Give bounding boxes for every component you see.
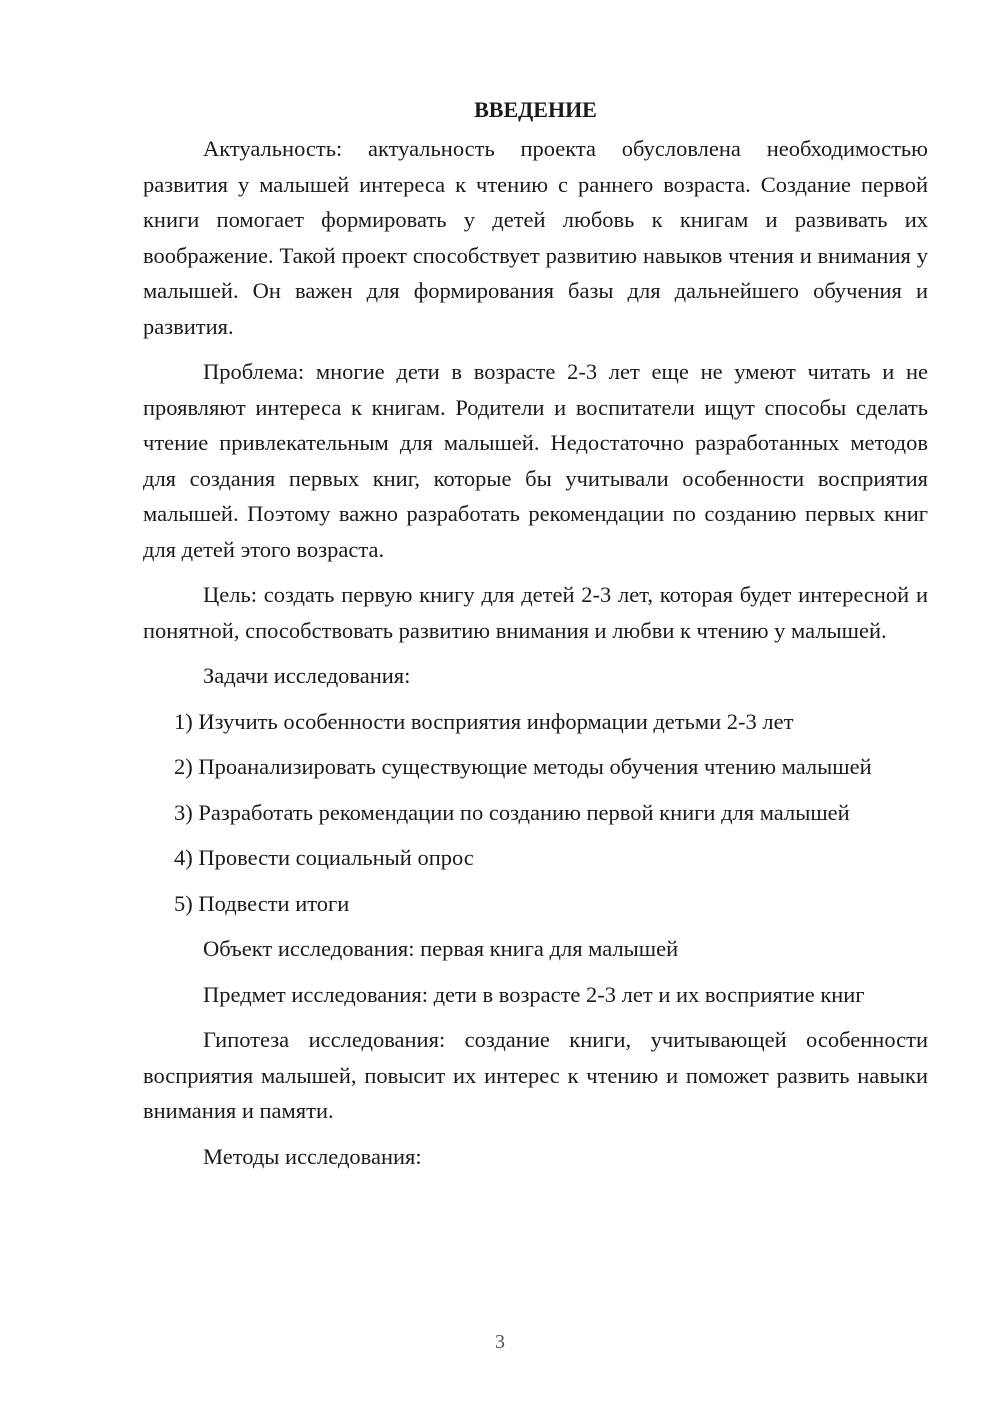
paragraph-subject: Предмет исследования: дети в возрасте 2-3 лет и их восприятие книг <box>203 981 865 1007</box>
page-number: 3 <box>495 1331 505 1353</box>
paragraph-goal: Цель: создать первую книгу для детей 2-3 лет, которая будет интересной и понятной, способствовать развитию внимания и любви к чтению у малышей. <box>143 582 928 643</box>
methods-heading: Методы исследования: <box>203 1143 422 1169</box>
paragraph-object: Объект исследования: первая книга для малышей <box>203 936 679 961</box>
paragraph-hypothesis: Гипотеза исследования: создание книги, учитывающей особенности восприятия малышей, повысит их интерес к чтению и поможет развить навыки внимания и памяти. <box>143 1027 928 1123</box>
paragraph-problem: Проблема: многие дети в возрасте 2-3 лет еще не умеют читать и не проявляют интереса к книгам. Родители и воспитатели ищут способы сделать чтение привлекательным для малышей. Недостаточно разработанных методов для создания первых книг, которые бы учитывали особенности восприятия малышей. Поэтому важно разработать рекомендации по созданию первых книг для детей этого возраста. <box>143 359 928 562</box>
task-item: 1) Изучить особенности восприятия информации детьми 2-3 лет <box>174 708 794 734</box>
tasks-heading: Задачи исследования: <box>203 663 411 688</box>
paragraph-relevance: Актуальность: актуальность проекта обусловлена необходимостью развития у малышей интереса к чтению с раннего возраста. Создание первой книги помогает формировать у детей любовь к книгам и развивать их воображение. Такой проект способствует развитию навыков чтения и внимания у малышей. Он важен для формирования базы для дальнейшего обучения и развития. <box>143 136 928 339</box>
task-item: 3) Разработать рекомендации по созданию первой книги для малышей <box>174 799 850 825</box>
task-item: 2) Проанализировать существующие методы обучения чтению малышей <box>174 754 872 779</box>
task-item: 5) Подвести итоги <box>174 890 350 916</box>
task-item: 4) Провести социальный опрос <box>174 845 474 870</box>
page-title: ВВЕДЕНИЕ <box>474 97 597 122</box>
page-content <box>143 92 928 1184</box>
